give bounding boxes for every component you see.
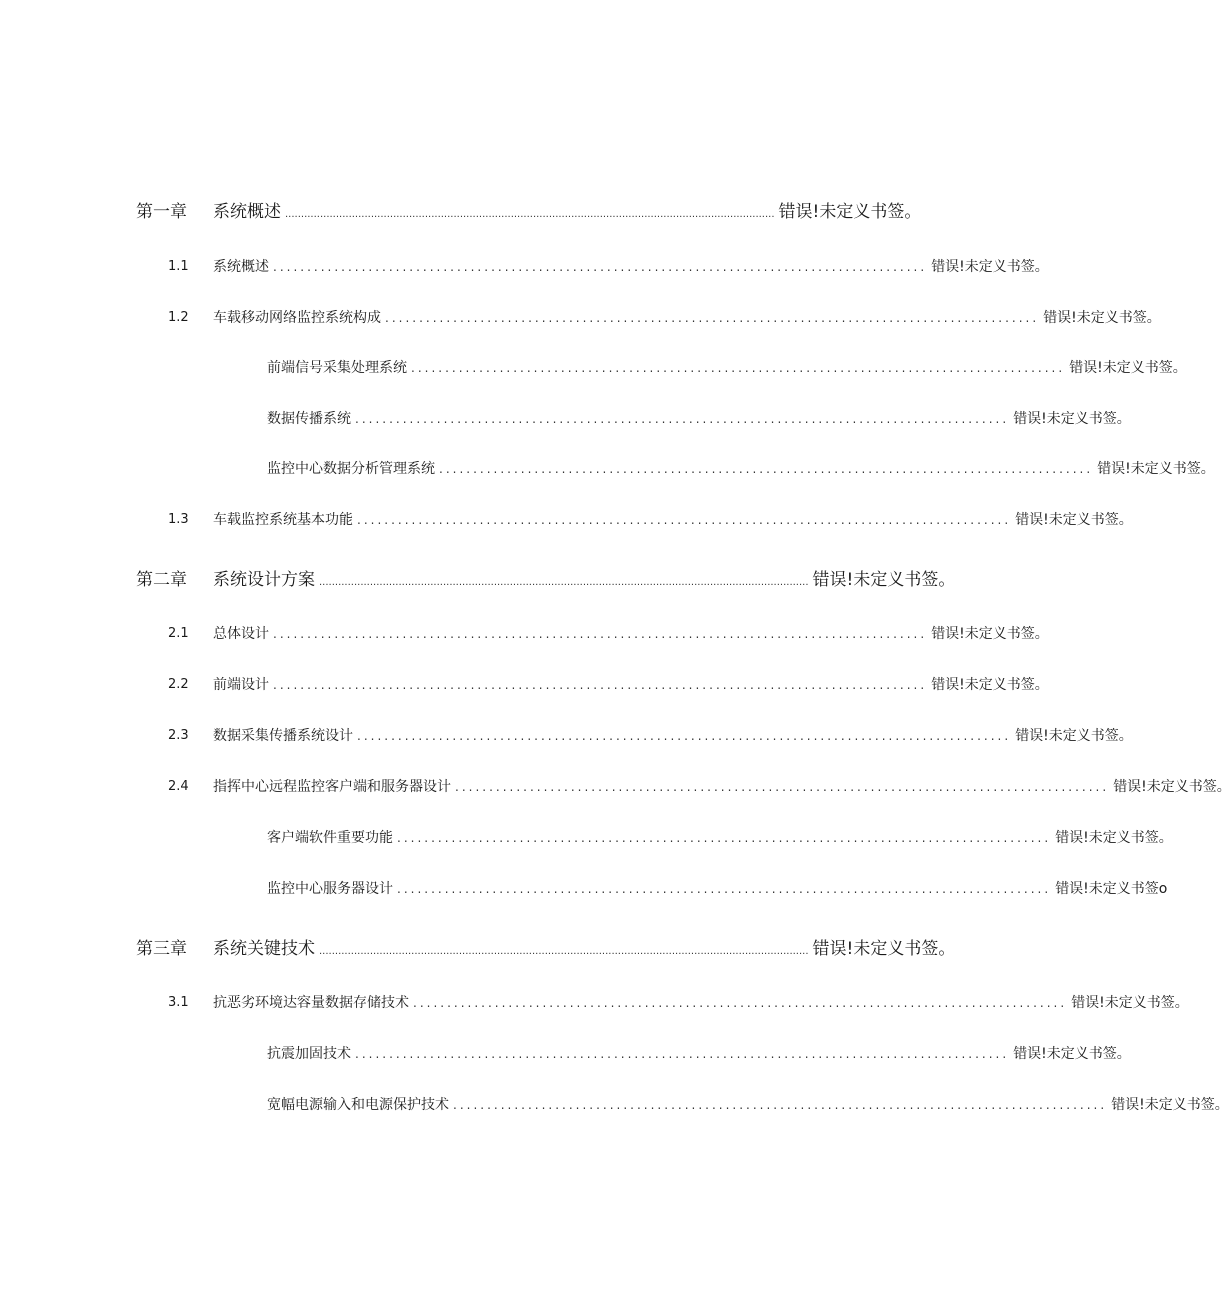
toc-entry-sub[interactable] <box>0 355 1187 381</box>
toc-page-ref: 错误!未定义书签。 <box>1013 411 1131 427</box>
dot-leader: ................................................................................................ <box>357 513 1012 527</box>
toc-page-ref: 错误!未定义书签。 <box>1113 779 1231 795</box>
dot-leader: ................................................................................................ <box>273 678 928 692</box>
toc-page-ref: 错误!未定义书签。 <box>1015 512 1133 528</box>
toc-entry-chapter-1[interactable] <box>0 199 920 225</box>
dot-leader: .......................................................................................................................................................... <box>319 946 809 957</box>
toc-title: 数据传播系统 <box>267 411 351 427</box>
toc-entry-body <box>267 1092 1229 1118</box>
toc-title: 车载监控系统基本功能 <box>213 512 353 528</box>
toc-number: 2.1 <box>168 626 189 641</box>
toc-title: 系统概述 <box>213 202 281 222</box>
toc-entry-body <box>213 774 1231 800</box>
toc-number: 2.3 <box>168 728 189 743</box>
toc-title: 指挥中心远程监控客户端和服务器设计 <box>213 779 451 795</box>
toc-entry-body <box>267 1041 1131 1067</box>
toc-entry-body <box>213 305 1161 331</box>
toc-number: 第三章 <box>136 939 187 959</box>
dot-leader: ................................................................................................ <box>385 311 1040 325</box>
toc-entry-sub[interactable] <box>0 1092 1229 1118</box>
dot-leader: ................................................................................................ <box>273 260 928 274</box>
toc-title: 系统设计方案 <box>213 570 315 590</box>
toc-number: 2.4 <box>168 779 189 794</box>
dot-leader: .......................................................................................................................................................... <box>319 577 809 588</box>
toc-title: 前端信号采集处理系统 <box>267 360 407 376</box>
toc-entry-2-1[interactable] <box>0 621 1049 647</box>
toc-entry-sub[interactable] <box>0 876 1168 902</box>
toc-page-ref: 错误!未定义书签。 <box>931 259 1049 275</box>
toc-number: 1.3 <box>168 512 189 527</box>
toc-entry-chapter-3[interactable] <box>0 936 956 962</box>
dot-leader: ................................................................................................ <box>397 831 1052 845</box>
toc-page-ref: 错误!未定义书签。 <box>812 939 956 959</box>
toc-entry-body <box>213 507 1133 533</box>
toc-number: 第一章 <box>136 202 187 222</box>
toc-page-ref: 错误!未定义书签。 <box>1043 310 1161 326</box>
dot-leader: ................................................................................................ <box>413 996 1068 1010</box>
toc-title: 系统关键技术 <box>213 939 315 959</box>
toc-title: 系统概述 <box>213 259 269 275</box>
toc-entry-body <box>213 199 922 228</box>
dot-leader: ................................................................................................ <box>411 361 1066 375</box>
toc-entry-body <box>267 876 1168 902</box>
dot-leader: ................................................................................................ <box>355 412 1010 426</box>
toc-entry-chapter-2[interactable] <box>0 567 956 593</box>
toc-title: 车载移动网络监控系统构成 <box>213 310 381 326</box>
toc-page-ref: 错误!未定义书签。 <box>931 626 1049 642</box>
toc-page-ref: 错误!未定义书签。 <box>1055 830 1173 846</box>
toc-page-ref: 错误!未定义书签。 <box>812 570 956 590</box>
toc-entry-body <box>213 723 1133 749</box>
toc-entry-2-4[interactable] <box>0 774 1231 800</box>
toc-title: 抗震加固技术 <box>267 1046 351 1062</box>
toc-title: 监控中心数据分析管理系统 <box>267 461 435 477</box>
toc-page-ref: 错误!未定义书签。 <box>1015 728 1133 744</box>
toc-title: 宽幅电源输入和电源保护技术 <box>267 1097 449 1113</box>
toc-entry-body <box>213 254 1049 280</box>
toc-page-ref: 错误!未定义书签。 <box>1111 1097 1229 1113</box>
dot-leader: .......................................................................................................................................................... <box>285 209 775 220</box>
dot-leader: ................................................................................................ <box>397 882 1052 896</box>
toc-entry-2-3[interactable] <box>0 723 1133 749</box>
toc-title: 监控中心服务器设计 <box>267 881 393 897</box>
toc-title: 前端设计 <box>213 677 269 693</box>
toc-number: 1.1 <box>168 259 189 274</box>
toc-title: 客户端软件重要功能 <box>267 830 393 846</box>
toc-number: 1.2 <box>168 310 189 325</box>
toc-title: 抗恶劣环境达容量数据存储技术 <box>213 995 409 1011</box>
toc-entry-body <box>213 936 956 965</box>
toc-number: 2.2 <box>168 677 189 692</box>
dot-leader: ................................................................................................ <box>273 627 928 641</box>
toc-entry-1-3[interactable] <box>0 507 1133 533</box>
toc-entry-body <box>267 406 1131 432</box>
toc-page-ref: 错误!未定义书签。 <box>1071 995 1189 1011</box>
toc-entry-sub[interactable] <box>0 825 1173 851</box>
toc-entry-1-1[interactable] <box>0 254 1049 280</box>
dot-leader: ................................................................................................ <box>453 1098 1108 1112</box>
dot-leader: ................................................................................................ <box>355 1047 1010 1061</box>
toc-entry-sub[interactable] <box>0 406 1131 432</box>
toc-page-ref: 错误!未定义书签。 <box>931 677 1049 693</box>
toc-page-ref: 错误!未定义书签。 <box>1013 1046 1131 1062</box>
toc-entry-2-2[interactable] <box>0 672 1049 698</box>
toc-title: 数据采集传播系统设计 <box>213 728 353 744</box>
toc-page-ref: 错误!未定义书签。 <box>1097 461 1215 477</box>
dot-leader: ................................................................................................ <box>455 780 1110 794</box>
toc-page-ref: 错误!未定义书签。 <box>778 202 922 222</box>
toc-entry-3-1[interactable] <box>0 990 1189 1016</box>
toc-number: 第二章 <box>136 570 187 590</box>
toc-entry-body <box>213 567 956 596</box>
toc-entry-body <box>213 990 1189 1016</box>
toc-page-ref: 错误!未定义书签o <box>1055 881 1168 897</box>
toc-entry-1-2[interactable] <box>0 305 1161 331</box>
toc-page-ref: 错误!未定义书签。 <box>1069 360 1187 376</box>
toc-entry-body <box>267 456 1215 482</box>
toc-entry-body <box>267 825 1173 851</box>
toc-entry-sub[interactable] <box>0 456 1215 482</box>
toc-entry-body <box>267 355 1187 381</box>
toc-entry-sub[interactable] <box>0 1041 1131 1067</box>
toc-title: 总体设计 <box>213 626 269 642</box>
toc-number: 3.1 <box>168 995 189 1010</box>
dot-leader: ................................................................................................ <box>439 462 1094 476</box>
toc-entry-body <box>213 672 1049 698</box>
dot-leader: ................................................................................................ <box>357 729 1012 743</box>
toc-entry-body <box>213 621 1049 647</box>
